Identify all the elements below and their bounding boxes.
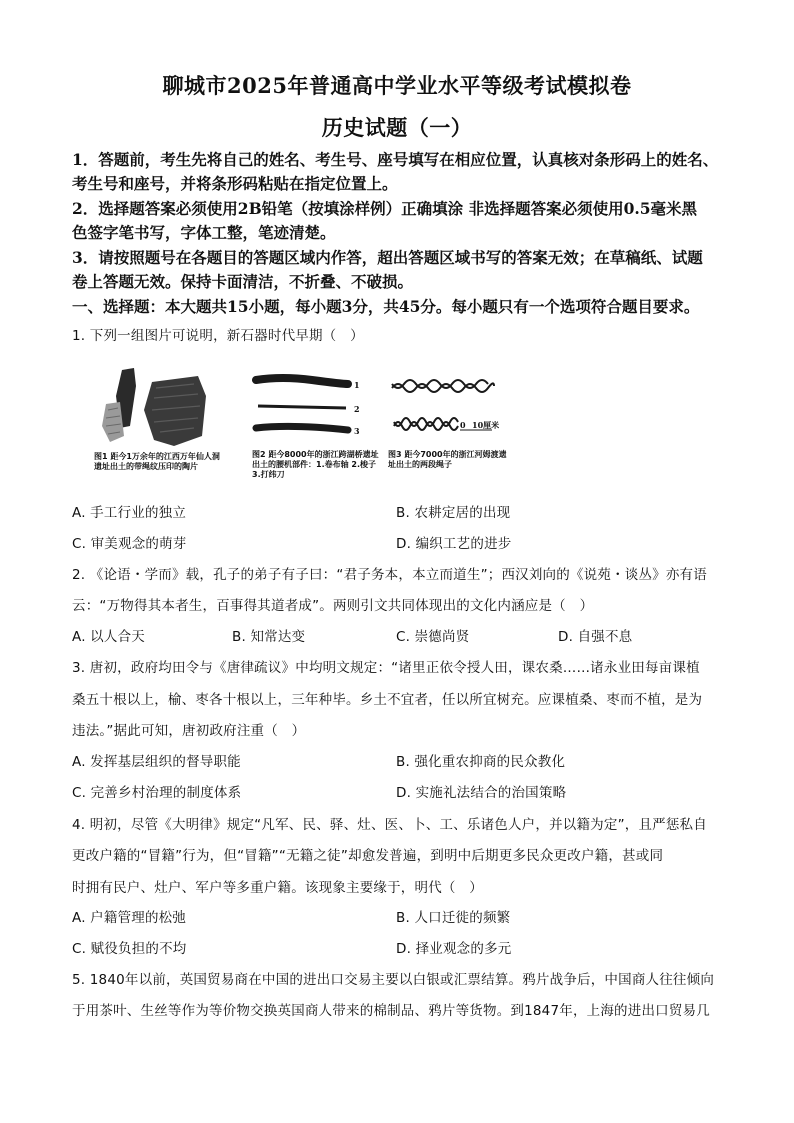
option-b[interactable]: B. 强化重农抑商的民众教化: [396, 754, 566, 770]
option-b[interactable]: B. 知常达变: [232, 629, 306, 645]
page-title: 聊城市2025年普通高中学业水平等级考试模拟卷: [162, 73, 632, 98]
page-subtitle: 历史试题（一）: [321, 115, 473, 140]
option-c[interactable]: C. 崇德尚贤: [396, 629, 470, 645]
option-c[interactable]: C. 赋役负担的不均: [72, 941, 187, 957]
question-1-stem: 1. 下列一组图片可说明，新石器时代早期（ ）: [72, 328, 364, 344]
question-5-line: 5. 1840年以前，英国贸易商在中国的进出口交易主要以白银或汇票结算。鸦片战争后，中国商人往往倾向: [72, 972, 715, 988]
option-d[interactable]: D. 自强不息: [558, 629, 633, 645]
figure-1-caption: 图1 距今1万余年的江西万年仙人洞遗址出土的带绳纹压印的陶片: [94, 452, 220, 471]
question-4-line: 更改户籍的“冒籍”行为，但“冒籍”“无籍之徒”却愈发普遍，到明中后期更多民众更改户籍，甚或同: [72, 848, 664, 864]
question-2-line: 2. 《论语・学而》载，孔子的弟子有子曰：“君子务本，本立而道生”；西汉刘向的《说苑・谈丛》亦有语: [72, 567, 707, 583]
loom-part-label: 2: [354, 404, 360, 414]
question-4-line: 4. 明初，尽管《大明律》规定“凡军、民、驿、灶、医、卜、工、乐诸色人户，并以籍为定”，且严惩私自: [72, 817, 707, 833]
loom-part-label: 3: [354, 426, 360, 436]
instruction-line: 卷上答题无效。保持卡面清洁，不折叠、不破损。: [72, 272, 414, 291]
instruction-line: 3．请按照题号在各题目的答题区域内作答，超出答题区域书写的答案无效；在草稿纸、试题: [72, 248, 703, 267]
question-3-line: 3. 唐初，政府均田令与《唐律疏议》中均明文规定：“诸里正依令授人田，课农桑……诸永业田每亩课植: [72, 660, 700, 676]
question-3-line: 桑五十根以上，榆、枣各十根以上，三年种毕。乡土不宜者，任以所宜树充。应课植桑、枣而不植，是为: [72, 692, 703, 708]
option-b[interactable]: B. 农耕定居的出现: [396, 505, 511, 521]
instruction-line: 考生号和座号，并将条形码粘贴在指定位置上。: [72, 174, 398, 193]
section-heading: 一、选择题：本大题共15小题，每小题3分，共45分。每小题只有一个选项符合题目要求。: [72, 297, 700, 316]
option-a[interactable]: A. 手工行业的独立: [72, 505, 187, 521]
figure-3-caption: 图3 距今7000年的浙江河姆渡遗址出土的两段绳子: [388, 450, 507, 469]
option-a[interactable]: A. 发挥基层组织的督导职能: [72, 754, 241, 770]
pottery-shards-image: [94, 366, 214, 452]
question-4-line: 时拥有民户、灶户、军户等多重户籍。该现象主要缘于，明代（ ）: [72, 880, 483, 896]
option-b[interactable]: B. 人口迁徙的频繁: [396, 910, 511, 926]
scale-unit-label: 10厘米: [472, 420, 500, 430]
option-d[interactable]: D. 编织工艺的进步: [396, 536, 512, 552]
question-2-line: 云：“万物得其本者生，百事得其道者成”。两则引文共同体现出的文化内涵应是（ ）: [72, 598, 594, 614]
option-a[interactable]: A. 以人合天: [72, 629, 145, 645]
scale-zero-label: 0: [460, 420, 466, 430]
figure-2-caption: 图2 距今8000年的浙江跨湖桥遗址出土的腰机部件：1.卷布轴 2.梭子 3.打纬刀: [252, 450, 379, 479]
loom-part-label: 1: [354, 380, 360, 390]
question-5-line: 于用茶叶、生丝等作为等价物交换英国商人带来的棉制品、鸦片等货物。到1847年，上海的进出口贸易几: [72, 1003, 710, 1019]
option-c[interactable]: C. 审美观念的萌芽: [72, 536, 187, 552]
instruction-line: 2．选择题答案必须使用2B铅笔（按填涂样例）正确填涂 非选择题答案必须使用0.5毫米黑: [72, 199, 698, 218]
question-3-line: 违法。”据此可知，唐初政府注重（ ）: [72, 723, 306, 739]
instruction-line: 色签字笔书写，字体工整，笔迹清楚。: [72, 223, 336, 242]
option-d[interactable]: D. 实施礼法结合的治国策略: [396, 785, 567, 801]
option-a[interactable]: A. 户籍管理的松弛: [72, 910, 187, 926]
option-d[interactable]: D. 择业观念的多元: [396, 941, 512, 957]
option-c[interactable]: C. 完善乡村治理的制度体系: [72, 785, 242, 801]
instruction-line: 1．答题前，考生先将自己的姓名、考生号、座号填写在相应位置，认真核对条形码上的姓名、: [72, 150, 719, 169]
loom-parts-image: [252, 372, 364, 438]
